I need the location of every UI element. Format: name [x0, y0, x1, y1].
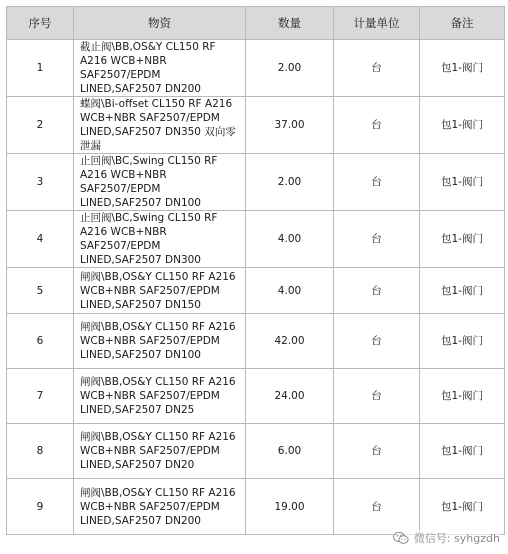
cell-note: 包1-阀门 [420, 268, 505, 314]
cell-material: 闸阀\BB,OS&Y CL150 RF A216 WCB+NBR SAF2507/EPDM LINED,SAF2507 DN25 [74, 369, 246, 424]
cell-seq: 9 [7, 479, 74, 535]
cell-seq: 8 [7, 424, 74, 479]
cell-seq: 7 [7, 369, 74, 424]
cell-qty: 19.00 [246, 479, 334, 535]
table-row [7, 40, 505, 97]
cell-material: 闸阀\BB,OS&Y CL150 RF A216 WCB+NBR SAF2507/EPDM LINED,SAF2507 DN150 [74, 268, 246, 314]
watermark [393, 530, 500, 546]
cell-qty: 2.00 [246, 154, 334, 211]
table-row [7, 314, 505, 369]
cell-unit: 台 [334, 424, 420, 479]
cell-material: 截止阀\BB,OS&Y CL150 RF A216 WCB+NBR SAF2507/EPDM LINED,SAF2507 DN200 [74, 40, 246, 97]
cell-note: 包1-阀门 [420, 40, 505, 97]
header-seq: 序号 [7, 7, 74, 40]
watermark-text: 微信号: syhgzdh [413, 532, 500, 545]
materials-table [6, 6, 505, 535]
cell-material: 蝶阀\Bi-offset CL150 RF A216 WCB+NBR SAF2507/EPDM LINED,SAF2507 DN350 双向零 泄漏 [74, 97, 246, 154]
header-qty: 数量 [246, 7, 334, 40]
header-material: 物资 [74, 7, 246, 40]
table-header-row [7, 7, 505, 40]
cell-qty: 2.00 [246, 40, 334, 97]
table-row [7, 369, 505, 424]
cell-qty: 4.00 [246, 211, 334, 268]
table-row [7, 424, 505, 479]
cell-qty: 4.00 [246, 268, 334, 314]
materials-table-container [6, 6, 504, 535]
table-row [7, 268, 505, 314]
cell-unit: 台 [334, 211, 420, 268]
cell-material: 闸阀\BB,OS&Y CL150 RF A216 WCB+NBR SAF2507/EPDM LINED,SAF2507 DN20 [74, 424, 246, 479]
cell-note: 包1-阀门 [420, 479, 505, 535]
cell-qty: 24.00 [246, 369, 334, 424]
cell-unit: 台 [334, 314, 420, 369]
cell-qty: 37.00 [246, 97, 334, 154]
cell-seq: 3 [7, 154, 74, 211]
cell-seq: 6 [7, 314, 74, 369]
header-unit: 计量单位 [334, 7, 420, 40]
table-row [7, 479, 505, 535]
table-row [7, 211, 505, 268]
cell-qty: 42.00 [246, 314, 334, 369]
cell-note: 包1-阀门 [420, 314, 505, 369]
cell-unit: 台 [334, 369, 420, 424]
cell-material: 止回阀\BC,Swing CL150 RF A216 WCB+NBR SAF2507/EPDM LINED,SAF2507 DN100 [74, 154, 246, 211]
cell-unit: 台 [334, 97, 420, 154]
cell-qty: 6.00 [246, 424, 334, 479]
cell-note: 包1-阀门 [420, 97, 505, 154]
cell-seq: 4 [7, 211, 74, 268]
wechat-icon [393, 531, 409, 545]
cell-note: 包1-阀门 [420, 211, 505, 268]
header-note: 备注 [420, 7, 505, 40]
cell-material: 止回阀\BC,Swing CL150 RF A216 WCB+NBR SAF2507/EPDM LINED,SAF2507 DN300 [74, 211, 246, 268]
cell-unit: 台 [334, 268, 420, 314]
cell-note: 包1-阀门 [420, 154, 505, 211]
cell-material: 闸阀\BB,OS&Y CL150 RF A216 WCB+NBR SAF2507/EPDM LINED,SAF2507 DN100 [74, 314, 246, 369]
cell-note: 包1-阀门 [420, 369, 505, 424]
table-row [7, 97, 505, 154]
table-row [7, 154, 505, 211]
cell-unit: 台 [334, 479, 420, 535]
cell-note: 包1-阀门 [420, 424, 505, 479]
cell-seq: 2 [7, 97, 74, 154]
cell-seq: 5 [7, 268, 74, 314]
cell-unit: 台 [334, 154, 420, 211]
cell-material: 闸阀\BB,OS&Y CL150 RF A216 WCB+NBR SAF2507/EPDM LINED,SAF2507 DN200 [74, 479, 246, 535]
cell-seq: 1 [7, 40, 74, 97]
cell-unit: 台 [334, 40, 420, 97]
